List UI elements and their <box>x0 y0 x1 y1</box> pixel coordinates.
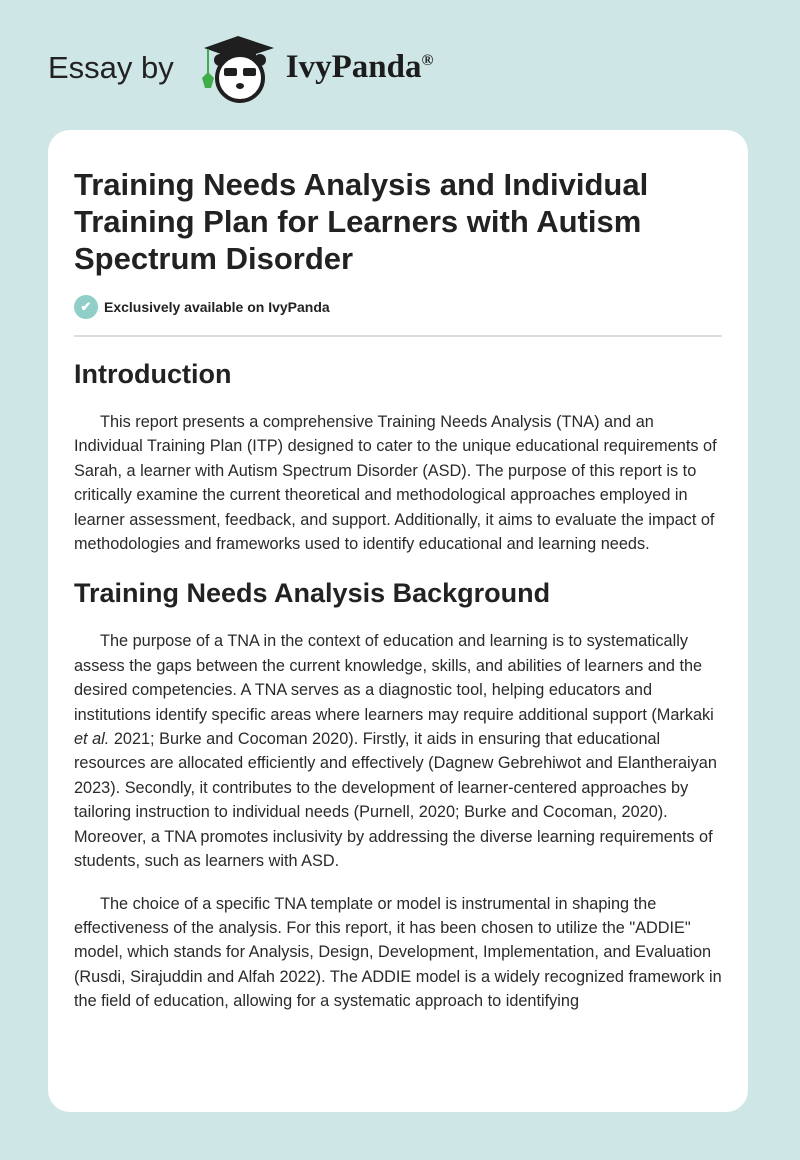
panda-logo-icon[interactable] <box>194 32 278 104</box>
paragraph: This report presents a comprehensive Training Needs Analysis (TNA) and an Individual Training Plan (ITP) designed to cater to the unique educational requirements of Sarah, a learner with Autism Spectrum Disorder (ASD). The purpose of this report is to critically examine the current theoretical and methodological approaches employed in learner assessment, feedback, and support. Additionally, it aims to evaluate the impact of methodologies and frameworks used to identify educational and learning needs. <box>74 413 717 554</box>
brand-text: IvyPanda <box>285 49 422 85</box>
check-icon: ✔ <box>74 295 98 319</box>
paragraph <box>74 629 722 873</box>
section-heading: Introduction <box>74 359 232 389</box>
registered-mark: ® <box>421 52 434 69</box>
brand-name[interactable] <box>286 49 434 86</box>
badge-text: Exclusively available on IvyPanda <box>104 299 330 315</box>
paragraph-text: 2021; Burke and Cocoman 2020). Firstly, it aids in ensuring that educational resources are allocated efficiently and effectively (Dagnew Gebrehiwot and Elantheraiyan 2023). Secondly, it contributes to the development of learner-centered approaches by tailoring instruction to individual needs (Purnell, 2020; Burke and Cocoman, 2020). Moreover, a TNA promotes inclusivity by addressing the diverse learning requirements of students, such as learners with ASD. <box>74 730 717 871</box>
essay-by-label: Essay by <box>48 49 174 85</box>
paragraph-text: The purpose of a TNA in the context of education and learning is to systematically assess the gaps between the current knowledge, skills, and abilities of learners and the desired competencies. A TNA serves as a diagnostic tool, helping educators and institutions identify specific areas where learners may require additional support (Markaki <box>74 632 714 724</box>
section-heading: Training Needs Analysis Background <box>74 578 551 609</box>
essay-title: Training Needs Analysis and Individual Training Plan for Learners with Autism Spectrum Disorder <box>74 167 649 276</box>
paragraph: The choice of a specific TNA template or model is instrumental in shaping the effectiveness of the analysis. For this report, it has been chosen to utilize the "ADDIE" model, which stands for Analysis, Design, Development, Implementation, and Evaluation (Rusdi, Sirajuddin and Alfah 2022). The ADDIE model is a widely recognized framework in the field of education, allowing for a systematic approach to identifying <box>74 894 722 1011</box>
divider <box>74 335 722 337</box>
paragraph-italic: et al. <box>74 730 110 749</box>
exclusive-badge <box>74 295 722 319</box>
site-header <box>48 30 433 105</box>
essay-card <box>48 130 748 1112</box>
